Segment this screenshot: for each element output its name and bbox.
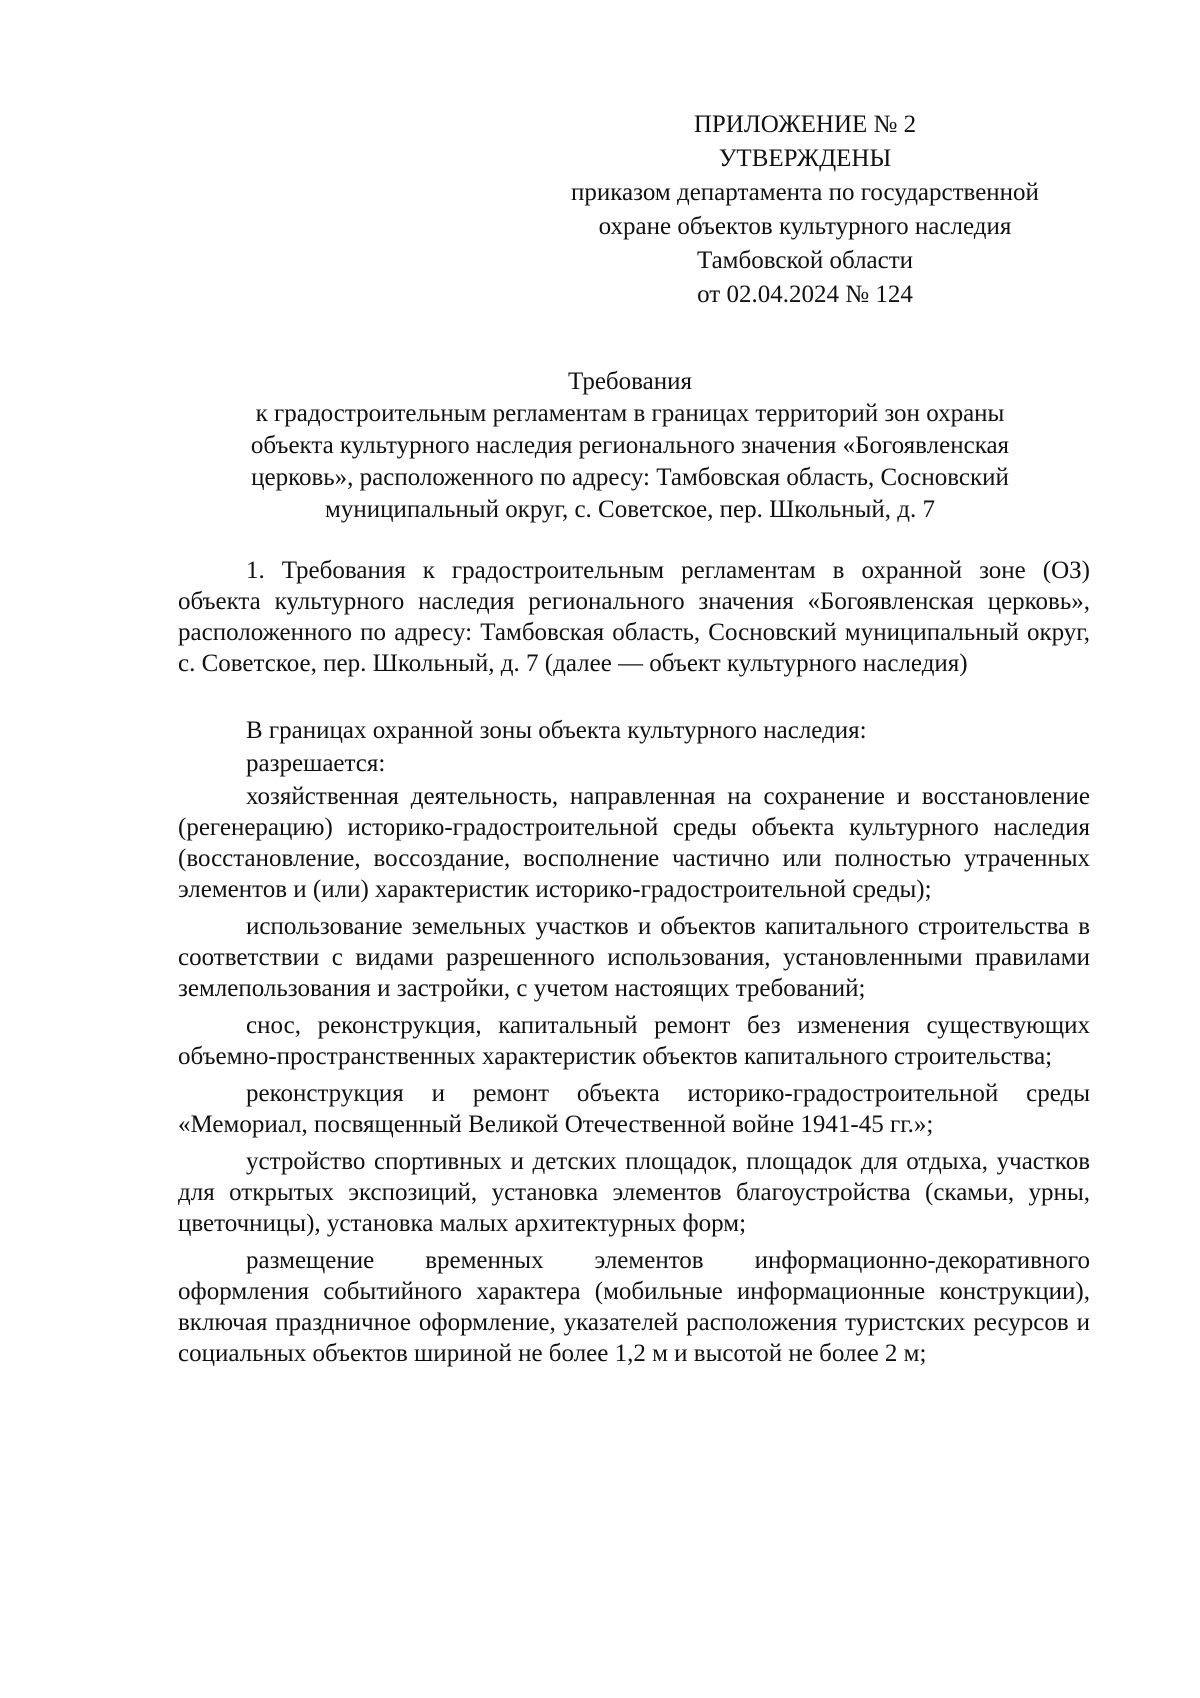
within-zone-paragraph: В границах охранной зоны объекта культурного наследия: xyxy=(246,717,867,744)
title-line-1: к градостроительным регламентам в границах территорий зон охраны xyxy=(255,400,1005,427)
title-line-2: объекта культурного наследия регионального значения «Богоявленская xyxy=(250,432,1010,459)
appendix-number: ПРИЛОЖЕНИЕ № 2 xyxy=(693,111,917,138)
allowed-label: разрешается: xyxy=(246,750,386,777)
approved-label: УТВЕРЖДЕНЫ xyxy=(718,145,892,172)
title-line-4: муниципальный округ, с. Советское, пер. Школьный, д. 7 xyxy=(325,496,935,523)
list-item: размещение временных элементов информационно-декоративного оформления событийного характера (мобильные информационные конструкции), включая праздничное оформление, указателей расположения туристских ресурсов и социальных объектов шириной не более 1,2 м и высотой не более 2 м; xyxy=(178,1247,1090,1367)
list-item: реконструкция и ремонт объекта историко-градостроительной среды «Мемориал, посвященный Великой Отечественной войне 1941-45 гг.»; xyxy=(178,1080,1090,1138)
document-body xyxy=(178,555,1090,1375)
approval-header xyxy=(520,108,1090,312)
order-line-2: охране объектов культурного наследия xyxy=(598,213,1012,240)
list-item: хозяйственная деятельность, направленная на сохранение и восстановление (регенерацию) историко-градостроительной среды объекта культурного наследия (восстановление, воссоздание, восполнение частично или полностью утраченных элементов и (или) характеристик историко-градостроительной среды); xyxy=(178,783,1090,903)
order-line-3: Тамбовской области xyxy=(696,247,914,274)
title-line-3: церковь», расположенного по адресу: Тамбовская область, Сосновский xyxy=(251,464,1009,491)
title-heading: Требования xyxy=(568,368,692,395)
list-item: использование земельных участков и объектов капитального строительства в соответствии с видами разрешенного использования, установленными правилами землепользования и застройки, с учетом настоящих требований; xyxy=(178,913,1090,1002)
list-item: устройство спортивных и детских площадок, площадок для отдыха, участков для открытых экспозиций, установка элементов благоустройства (скамьи, урны, цветочницы), установка малых архитектурных форм; xyxy=(178,1148,1090,1237)
order-line-1: приказом департамента по государственной xyxy=(571,179,1039,206)
list-item: снос, реконструкция, капитальный ремонт без изменения существующих объемно-пространственных характеристик объектов капитального строительства; xyxy=(178,1012,1090,1070)
order-date-number: от 02.04.2024 № 124 xyxy=(697,281,913,308)
document-title xyxy=(170,366,1090,526)
section-1-paragraph: 1. Требования к градостроительным регламентам в охранной зоне (ОЗ) объекта культурного наследия регионального значения «Богоявленская церковь», расположенного по адресу: Тамбовская область, Сосновский муниципальный округ, с. Советское, пер. Школьный, д. 7 (далее — объект культурного наследия) xyxy=(178,557,1090,677)
